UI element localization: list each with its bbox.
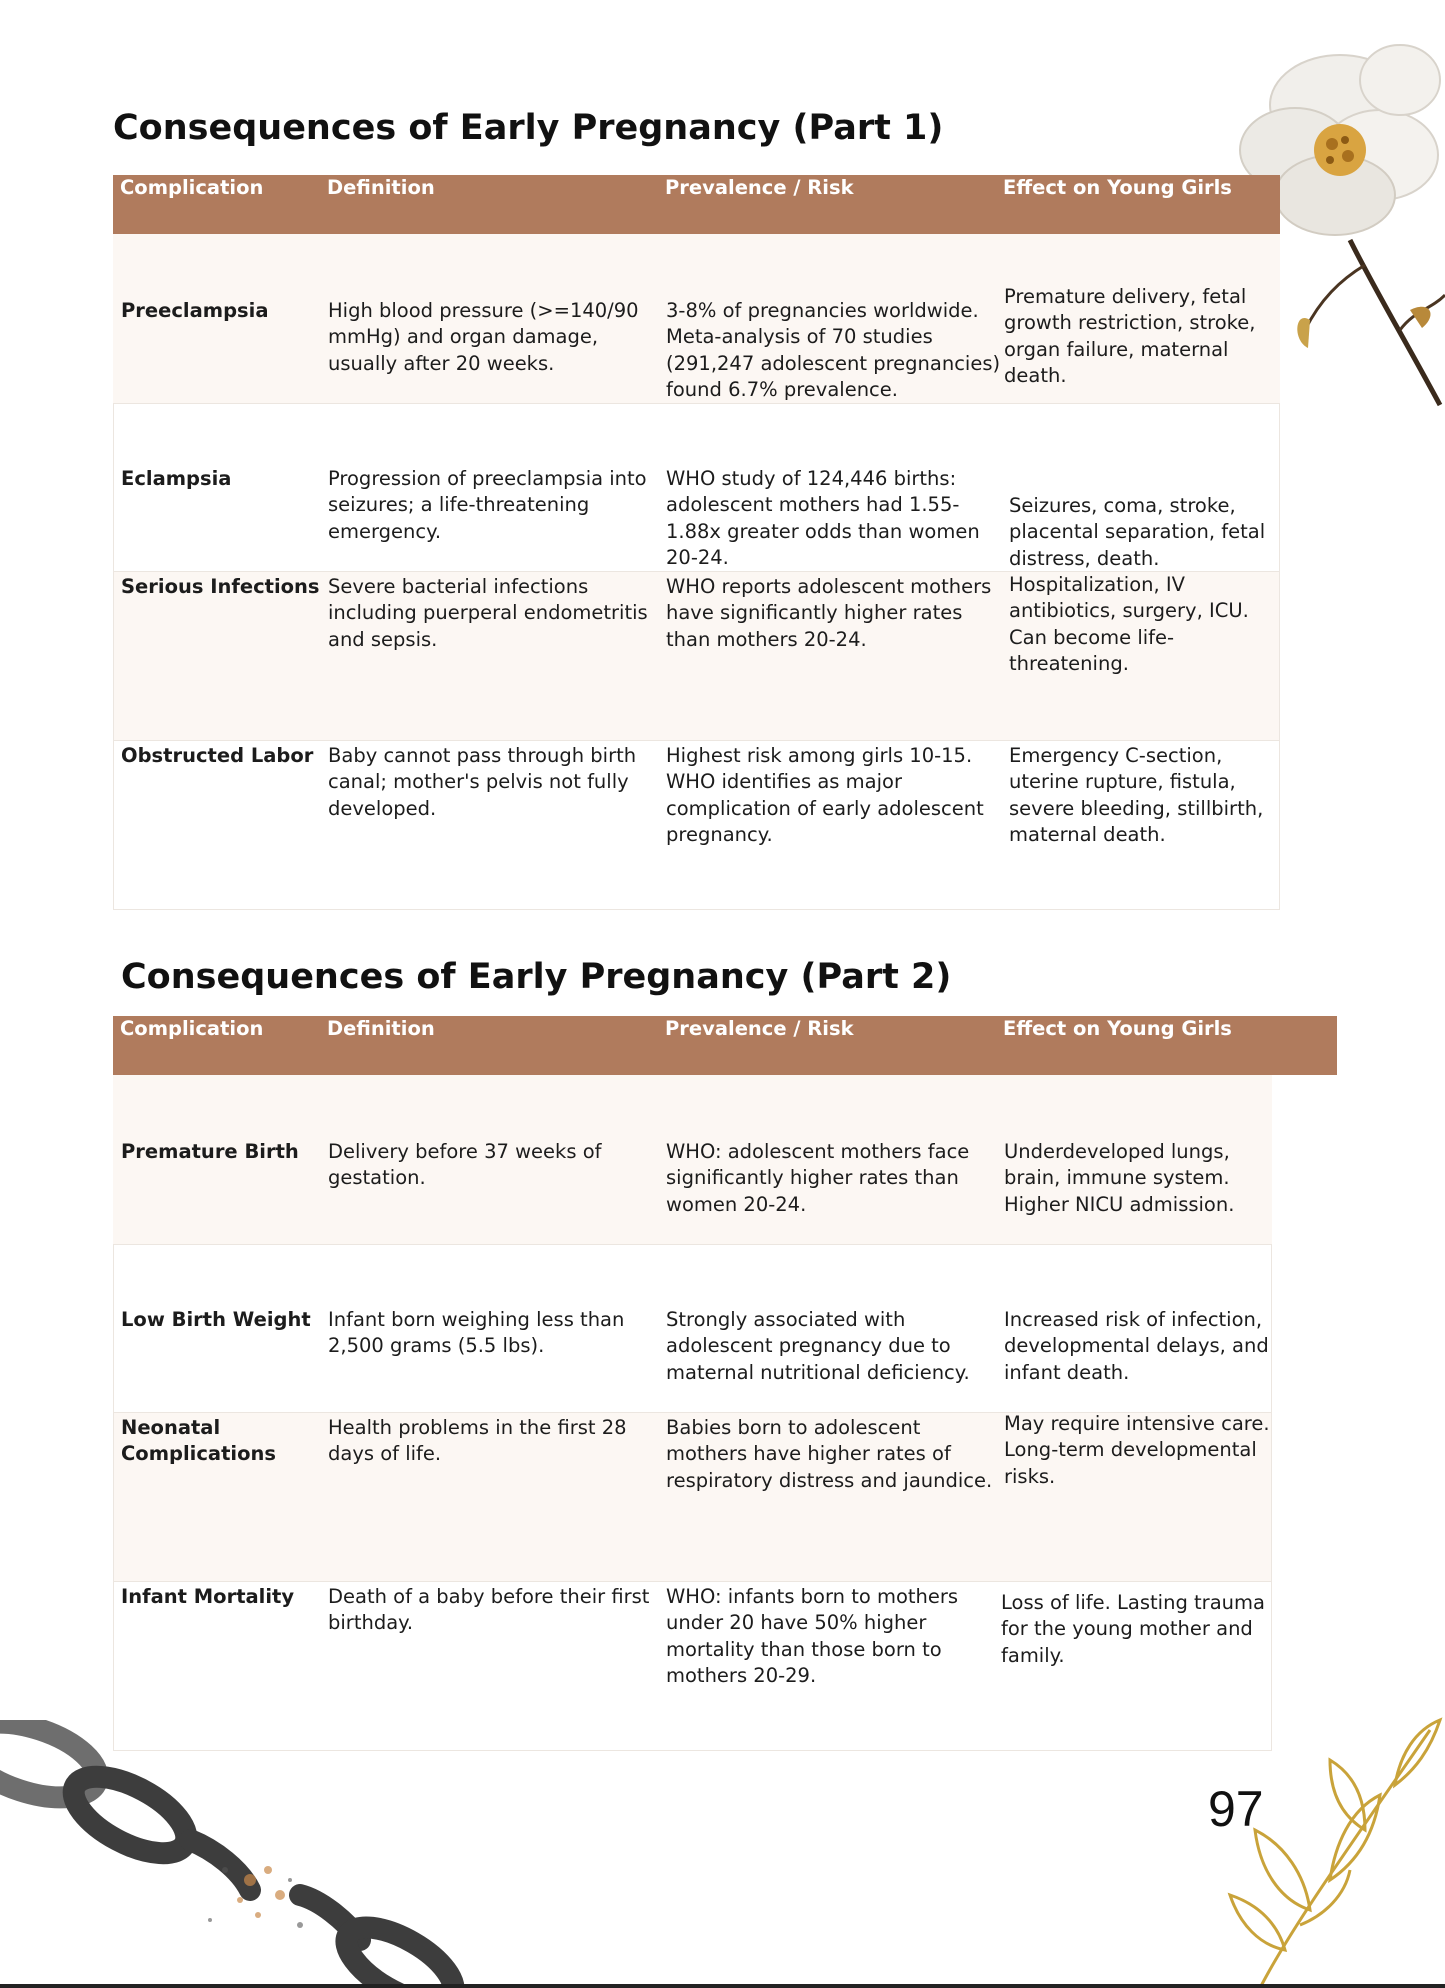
row-complication: Infant Mortality [121,1585,295,1608]
row-complication: Obstructed Labor [121,744,314,767]
header-prevalence: Prevalence / Risk [665,1017,854,1040]
row-definition: Health problems in the first 28 days of life. [328,1416,627,1466]
row-effect: Underdeveloped lungs, brain, immune system. Higher NICU admission. [1004,1140,1235,1216]
table-row [113,572,1280,741]
row-effect: Loss of life. Lasting trauma for the young mother and family. [1001,1591,1265,1667]
table2-title: Consequences of Early Pregnancy (Part 2) [121,957,952,997]
row-prevalence: WHO reports adolescent mothers have significantly higher rates than mothers 20-24. [666,575,992,651]
row-effect: Hospitalization, IV antibiotics, surgery, ICU. Can become life-threatening. [1009,573,1249,676]
table-row [113,403,1280,572]
row-definition: Infant born weighing less than 2,500 grams (5.5 lbs). [328,1308,625,1358]
row-effect: Increased risk of infection, developmental delays, and infant death. [1004,1308,1269,1384]
row-effect: Seizures, coma, stroke, placental separation, fetal distress, death. [1009,494,1266,570]
row-complication: Neonatal Complications [121,1416,276,1466]
row-prevalence: Strongly associated with adolescent pregnancy due to maternal nutritional deficiency. [666,1308,970,1384]
bottom-border [0,1984,1445,1988]
row-prevalence: WHO: infants born to mothers under 20 have 50% higher mortality than those born to mothers 20-29. [666,1585,959,1688]
row-prevalence: WHO study of 124,446 births: adolescent mothers had 1.55-1.88x greater odds than women 20-24. [666,467,980,570]
table-row [113,741,1280,910]
row-definition: High blood pressure (>=140/90 mmHg) and organ damage, usually after 20 weeks. [328,299,639,375]
row-complication: Eclampsia [121,467,232,490]
header-prevalence: Prevalence / Risk [665,176,854,199]
row-prevalence: Highest risk among girls 10-15. WHO identifies as major complication of early adolescent pregnancy. [666,744,984,847]
header-complication: Complication [120,176,264,199]
table-header-row [113,1016,1337,1075]
row-prevalence: WHO: adolescent mothers face significantly higher rates than women 20-24. [666,1140,970,1216]
table-row [113,234,1280,403]
row-definition: Delivery before 37 weeks of gestation. [328,1140,602,1190]
table-part-2 [113,1016,1337,1751]
gold-leaves-illustration [1200,1710,1445,1988]
row-definition: Progression of preeclampsia into seizures; a life-threatening emergency. [328,467,647,543]
header-effect: Effect on Young Girls [1003,176,1232,199]
row-effect: May require intensive care. Long-term developmental risks. [1004,1412,1270,1488]
table-row [113,1413,1272,1582]
header-definition: Definition [327,1017,435,1040]
row-complication: Low Birth Weight [121,1308,311,1331]
header-effect: Effect on Young Girls [1003,1017,1232,1040]
row-definition: Baby cannot pass through birth canal; mother's pelvis not fully developed. [328,744,637,820]
table-header-row [113,175,1280,234]
row-complication: Preeclampsia [121,299,269,322]
table1-title: Consequences of Early Pregnancy (Part 1) [113,108,944,148]
row-effect: Premature delivery, fetal growth restriction, stroke, organ failure, maternal death. [1004,285,1256,388]
table-row [113,1075,1272,1244]
row-effect: Emergency C-section, uterine rupture, fistula, severe bleeding, stillbirth, maternal death. [1009,744,1264,847]
row-prevalence: Babies born to adolescent mothers have higher rates of respiratory distress and jaundice. [666,1416,993,1492]
header-complication: Complication [120,1017,264,1040]
table-part-1 [113,175,1280,910]
row-definition: Severe bacterial infections including puerperal endometritis and sepsis. [328,575,648,651]
row-definition: Death of a baby before their first birthday. [328,1585,650,1635]
broken-chain-illustration [0,1720,470,1988]
table-row [113,1244,1272,1413]
header-definition: Definition [327,176,435,199]
row-complication: Premature Birth [121,1140,299,1163]
row-prevalence: 3-8% of pregnancies worldwide. Meta-analysis of 70 studies (291,247 adolescent pregnancies) found 6.7% prevalence. [666,299,1001,402]
page-number: 97 [1208,1781,1264,1837]
row-complication: Serious Infections [121,575,320,598]
